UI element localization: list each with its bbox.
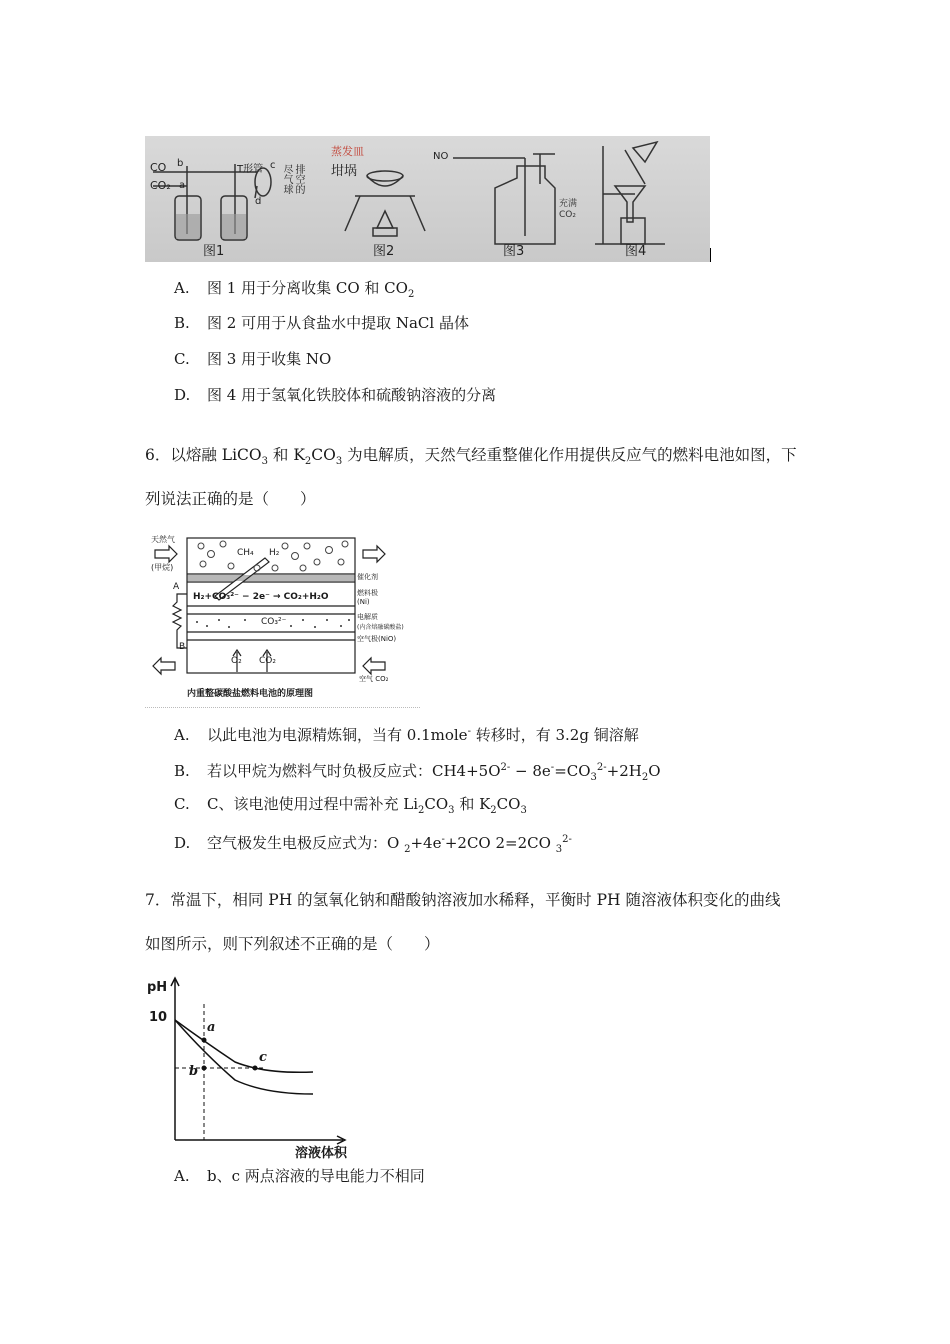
fig1-label-c: c [270,160,276,171]
fuel-cell-caption: 内重整碳酸盐燃料电池的原理图 [187,689,314,699]
fig3-label-co2: CO₂ [559,210,576,220]
superscript: - [550,762,555,773]
subscript: 3 [520,805,527,816]
option-letter: A. [174,726,190,744]
ph-chart-svg [145,972,365,1162]
subscript: 2 [404,844,411,855]
option-text: 图 2 可用于从食盐水中提取 NaCl 晶体 [207,314,469,332]
point-c [253,1066,258,1071]
option-text: 图 4 用于氢氧化铁胶体和硫酸钠溶液的分离 [207,386,497,404]
option-letter: B. [174,314,190,332]
fig1-label-emptied: 排空的 [293,164,304,194]
fig1-label-co2: CO₂ [150,179,171,192]
option-text: b、c 两点溶液的导电能力不相同 [207,1167,425,1185]
q5-option-c [174,349,331,369]
q7-stem-line1: 7．常温下，相同 PH 的氢氧化钠和醋酸钠溶液加水稀释，平衡时 PH 随溶液体积变化的曲线 [145,891,781,909]
label-anode-reaction: H₂+CO₃²⁻ − 2e⁻ → CO₂+H₂O [193,592,329,602]
q5-apparatus-figure [145,136,710,262]
q6-option-a [174,722,639,745]
fig2-caption: 图2 [373,244,395,259]
point-b [202,1066,207,1071]
superscript: 2- [596,762,607,773]
q7-option-a [174,1166,425,1186]
q6-option-d [174,830,572,860]
label-ch4: CH₄ [237,548,254,558]
text-cursor [710,248,711,262]
option-text: C、该电池使用过程中需补充 Li [207,795,419,813]
option-text: =CO [554,762,591,780]
fig2-handwritten-note: 蒸发皿 [331,145,364,158]
fig1-label-b: b [177,158,184,169]
label-air-co2: 空气 CO₂ [359,675,389,683]
curve-sodium-hydroxide [175,1020,313,1094]
subscript: 3 [448,805,455,816]
q7-stem-line2: 如图所示，则下列叙述不正确的是（ ） [145,935,440,953]
label-ni: (Ni) [357,598,370,606]
figure-divider [145,707,420,708]
option-letter: D. [174,386,191,404]
label-natural-gas: 天然气 [151,535,175,544]
option-text: 和 K [454,795,491,813]
label-terminal-b: B [179,642,186,652]
label-terminal-a: A [173,582,180,592]
option-letter: B. [174,762,190,780]
point-a [202,1038,207,1043]
superscript: 2- [562,834,572,845]
point-c-label: c [259,1050,267,1065]
stem-part: CO [311,446,336,464]
q6-fuel-cell-figure [145,532,420,704]
label-electrolyte: 电解质 [357,613,378,621]
y-tick-label: 10 [149,1010,168,1025]
subscript: 3 [555,844,563,855]
point-b-label: b [189,1064,199,1079]
superscript: - [441,834,445,845]
option-text: CO [496,795,521,813]
option-letter: A. [174,1167,190,1185]
option-text: − 8e [510,762,551,780]
fig1-label-t-tube: T形管 [237,164,264,175]
q6-stem-line2: 列说法正确的是（ ） [145,490,316,508]
label-o2: O₂ [231,656,242,666]
option-text: 图 1 用于分离收集 CO 和 CO [207,279,408,297]
option-text: 若以甲烷为燃料气时负极反应式：CH4+5O [207,762,501,780]
option-letter: D. [174,834,191,852]
option-text: +2CO 2=2CO [444,834,556,852]
label-air-electrode: 空气极(NiO) [357,635,397,643]
label-co3: CO₃²⁻ [261,617,287,627]
label-catalyst: 催化剂 [357,573,378,581]
fig3-label-filled: 充满 [559,199,578,209]
label-molten-carbonate: (内含熔融碳酸盐) [357,624,404,631]
superscript: 2- [500,762,511,773]
option-text: 图 3 用于收集 NO [207,350,332,368]
fig4-caption: 图4 [625,244,647,259]
option-text: O [648,762,661,780]
stem-part: 6．以熔融 LiCO [145,446,262,464]
subscript: 2 [304,456,312,468]
subscript: 3 [261,456,268,468]
subscript: 3 [590,772,597,783]
q6-option-c [174,794,527,821]
q5-option-b [174,313,469,333]
y-axis-label: pH [147,980,168,995]
subscript: 2 [490,805,497,816]
subscript: 2 [407,289,415,300]
label-methane: (甲烷) [151,563,174,572]
label-h2: H₂ [269,548,280,558]
option-text: CO [424,795,449,813]
option-text: 空气极发生电极反应式为：O [207,834,405,852]
fig3-label-no: NO [433,151,449,162]
superscript: - [467,726,471,737]
fig1-caption: 图1 [203,244,225,259]
point-a-label: a [207,1020,216,1035]
q5-option-a [174,278,414,305]
stem-part: 为电解质，天然气经重整催化作用提供反应气的燃料电池如图，下 [342,446,797,464]
option-text: +4e [410,834,442,852]
q6-stem-line1 [145,444,797,473]
stem-part: 和 K [267,446,305,464]
fig1-label-co: CO [150,161,167,174]
fig1-label-a: a [179,180,186,191]
option-letter: A. [174,279,190,297]
option-letter: C. [174,350,190,368]
q5-option-d [174,385,496,405]
option-text: 以此电池为电源精炼铜，当有 0.1mole [207,726,468,744]
fig1-label-d: d [255,196,262,207]
label-co2: CO₂ [259,656,276,666]
subscript: 2 [418,805,425,816]
subscript: 3 [335,456,343,468]
option-letter: C. [174,795,190,813]
label-fuel-electrode: 燃料极 [357,589,378,597]
x-axis-label: 溶液体积 [295,1146,348,1161]
fig2-label-crucible: 坩埚 [331,164,358,179]
option-text: 转移时，有 3.2g 铜溶解 [470,726,639,744]
subscript: 2 [641,772,649,783]
q6-option-b [174,758,661,788]
q7-ph-chart [145,972,365,1162]
fig3-caption: 图3 [503,244,525,259]
option-text: +2H [606,762,642,780]
fig1-label-balloon: 尽气球 [281,164,292,194]
